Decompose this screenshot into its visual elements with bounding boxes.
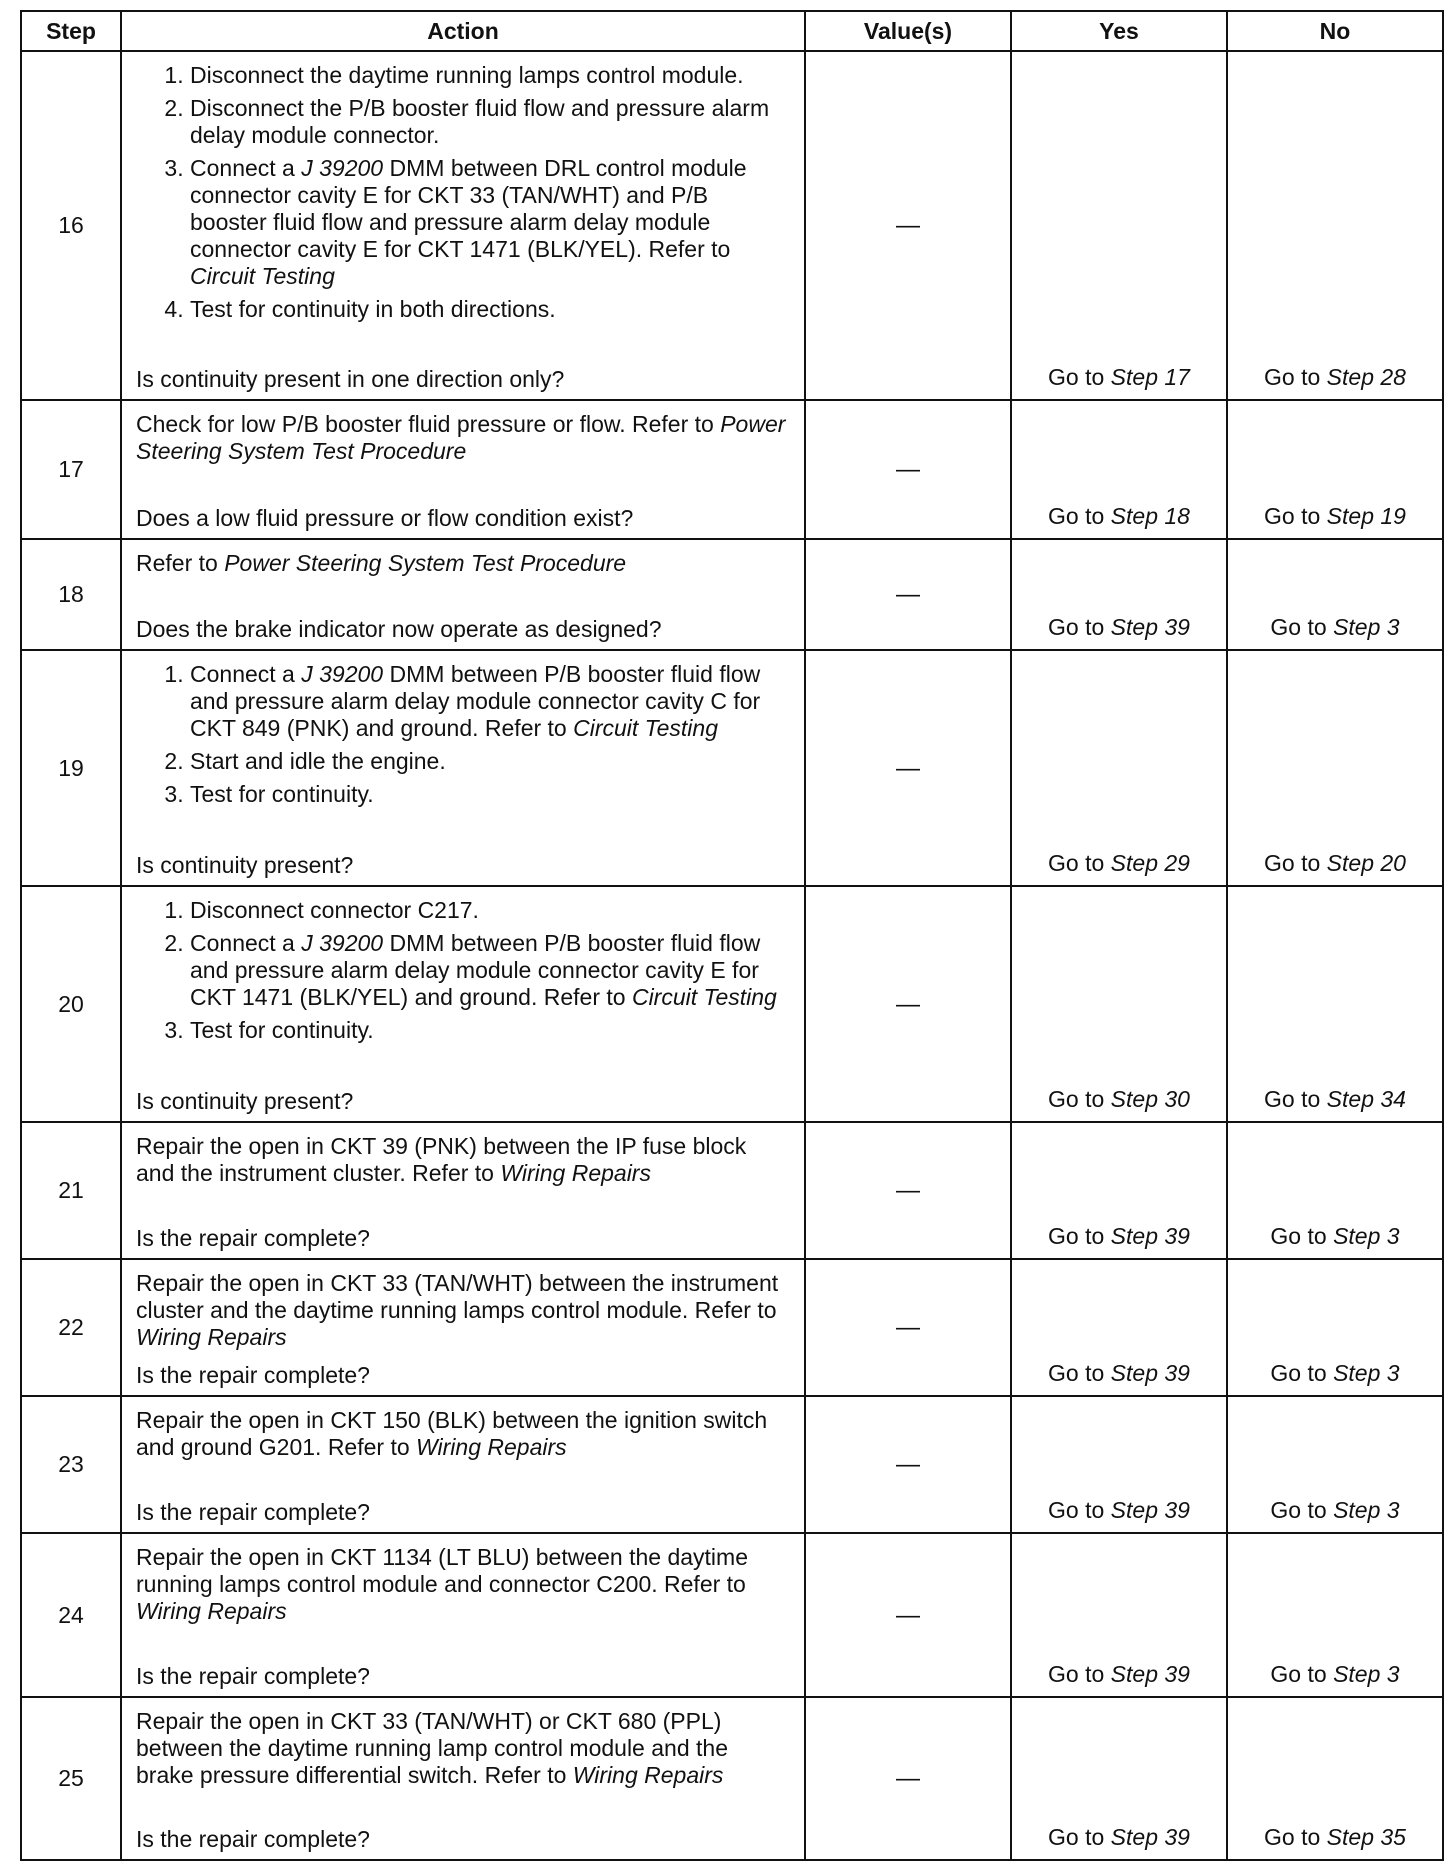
step-number: 24 — [21, 1533, 121, 1697]
header-values: Value(s) — [805, 11, 1011, 51]
instruction-list — [136, 661, 790, 808]
header-step: Step — [21, 11, 121, 51]
yes-step-link[interactable]: Step 39 — [1110, 1223, 1190, 1249]
action-instructions — [136, 1133, 790, 1187]
action-cell — [121, 539, 805, 650]
action-cell — [121, 650, 805, 886]
yes-cell — [1011, 1697, 1227, 1860]
action-cell — [121, 1697, 805, 1860]
step-number: 21 — [21, 1122, 121, 1259]
instruction-paragraph — [136, 1544, 790, 1625]
no-prefix: Go to — [1264, 503, 1327, 529]
action-cell — [121, 51, 805, 400]
yes-step-link[interactable]: Step 39 — [1110, 614, 1190, 640]
yes-prefix: Go to — [1048, 1661, 1111, 1687]
yes-prefix: Go to — [1048, 850, 1111, 876]
question-text: Is continuity present in one direction only? — [136, 366, 565, 392]
body-text: Refer to — [136, 550, 225, 576]
no-prefix: Go to — [1270, 1661, 1334, 1687]
action-content — [136, 661, 790, 879]
action-cell — [121, 1533, 805, 1697]
no-cell — [1227, 886, 1443, 1122]
yes-cell — [1011, 650, 1227, 886]
instruction-item — [190, 930, 790, 1011]
yes-step-link[interactable]: Step 17 — [1110, 364, 1190, 390]
value-cell: — — [805, 886, 1011, 1122]
step-number: 18 — [21, 539, 121, 650]
table-row — [21, 1259, 1443, 1396]
question-text: Is the repair complete? — [136, 1225, 370, 1251]
yes-step-link[interactable]: Step 39 — [1110, 1497, 1190, 1523]
no-prefix: Go to — [1270, 614, 1334, 640]
body-text: Disconnect the daytime running lamps control module. — [190, 62, 744, 88]
action-content — [136, 897, 790, 1115]
reference-text: Wiring Repairs — [416, 1434, 567, 1460]
body-text: Repair the open in CKT 150 (BLK) between the ignition switch and ground G201. Refer to — [136, 1407, 768, 1460]
body-text: Start and idle the engine. — [190, 748, 446, 774]
instruction-item — [190, 748, 790, 775]
header-yes: Yes — [1011, 11, 1227, 51]
value-cell: — — [805, 1396, 1011, 1533]
header-no: No — [1227, 11, 1443, 51]
no-step-link[interactable]: Step 28 — [1326, 364, 1406, 390]
no-cell — [1227, 1533, 1443, 1697]
table-row — [21, 51, 1443, 400]
yes-cell — [1011, 1396, 1227, 1533]
instruction-list — [136, 897, 790, 1044]
no-step-link[interactable]: Step 3 — [1333, 614, 1400, 640]
instruction-item — [190, 95, 790, 149]
step-number: 17 — [21, 400, 121, 539]
body-text: Repair the open in CKT 33 (TAN/WHT) or CKT 680 (PPL) between the daytime running lamp control module and the brake pressure differential switch. Refer to — [136, 1708, 728, 1788]
yes-cell — [1011, 51, 1227, 400]
no-cell — [1227, 1259, 1443, 1396]
action-instructions — [136, 411, 790, 465]
yes-step-link[interactable]: Step 39 — [1110, 1824, 1190, 1850]
reference-text: Wiring Repairs — [136, 1598, 287, 1624]
action-cell — [121, 1396, 805, 1533]
reference-text: J 39200 — [301, 155, 384, 181]
yes-prefix: Go to — [1048, 1824, 1111, 1850]
body-text: Repair the open in CKT 33 (TAN/WHT) between the instrument cluster and the daytime running lamps control module. Refer to — [136, 1270, 779, 1323]
action-instructions — [136, 1708, 790, 1789]
step-number: 22 — [21, 1259, 121, 1396]
action-cell — [121, 886, 805, 1122]
question-text: Is continuity present? — [136, 852, 354, 878]
no-prefix: Go to — [1270, 1360, 1334, 1386]
action-instructions — [136, 550, 790, 577]
instruction-item — [190, 1017, 790, 1044]
reference-text: Wiring Repairs — [500, 1160, 651, 1186]
header-action: Action — [121, 11, 805, 51]
no-step-link[interactable]: Step 20 — [1326, 850, 1406, 876]
instruction-paragraph — [136, 1407, 790, 1461]
table-row — [21, 886, 1443, 1122]
reference-text: Circuit Testing — [190, 263, 335, 289]
step-number: 19 — [21, 650, 121, 886]
step-number: 20 — [21, 886, 121, 1122]
body-text: Test for continuity. — [190, 781, 374, 807]
body-text: Connect a — [190, 155, 302, 181]
no-cell — [1227, 1122, 1443, 1259]
question-text: Does the brake indicator now operate as designed? — [136, 616, 662, 642]
action-content — [136, 1270, 790, 1389]
value-cell: — — [805, 539, 1011, 650]
instruction-paragraph — [136, 1270, 790, 1351]
yes-prefix: Go to — [1048, 1497, 1111, 1523]
yes-cell — [1011, 886, 1227, 1122]
yes-cell — [1011, 400, 1227, 539]
action-content — [136, 1708, 790, 1853]
action-cell — [121, 1122, 805, 1259]
value-cell: — — [805, 400, 1011, 539]
value-cell: — — [805, 1259, 1011, 1396]
body-text: Connect a — [190, 930, 302, 956]
no-cell — [1227, 1396, 1443, 1533]
instruction-item — [190, 296, 790, 323]
action-instructions — [136, 1544, 790, 1625]
action-instructions — [136, 897, 790, 1050]
yes-cell — [1011, 1259, 1227, 1396]
diagnostic-table — [20, 10, 1444, 1861]
reference-text: Circuit Testing — [631, 984, 777, 1010]
instruction-item — [190, 897, 790, 924]
action-instructions — [136, 1407, 790, 1461]
value-cell: — — [805, 51, 1011, 400]
no-cell — [1227, 51, 1443, 400]
question-text: Is the repair complete? — [136, 1362, 370, 1388]
yes-step-link[interactable]: Step 18 — [1110, 503, 1190, 529]
no-prefix: Go to — [1264, 850, 1327, 876]
reference-text: Circuit Testing — [573, 715, 718, 741]
action-instructions — [136, 661, 790, 814]
instruction-paragraph — [136, 550, 790, 577]
value-cell: — — [805, 650, 1011, 886]
yes-prefix: Go to — [1048, 1223, 1111, 1249]
body-text: Repair the open in CKT 39 (PNK) between the IP fuse block and the instrument cluster. Refer to — [136, 1133, 747, 1186]
no-step-link[interactable]: Step 35 — [1326, 1824, 1406, 1850]
reference-text: Power Steering System Test Procedure — [136, 411, 786, 464]
yes-prefix: Go to — [1048, 614, 1111, 640]
yes-step-link[interactable]: Step 39 — [1110, 1360, 1190, 1386]
step-number: 25 — [21, 1697, 121, 1860]
table-row — [21, 650, 1443, 886]
no-prefix: Go to — [1264, 1824, 1327, 1850]
instruction-paragraph — [136, 411, 790, 465]
table-row — [21, 539, 1443, 650]
table-row — [21, 1697, 1443, 1860]
no-cell — [1227, 400, 1443, 539]
action-content — [136, 1544, 790, 1690]
reference-text: J 39200 — [301, 930, 384, 956]
no-cell — [1227, 539, 1443, 650]
body-text: DMM between P/B booster fluid flow and pressure alarm delay module connector cavity C for CKT 849 (PNK) and ground. Refer to — [190, 661, 761, 741]
action-content — [136, 411, 790, 532]
instruction-paragraph — [136, 1708, 790, 1789]
table-row — [21, 400, 1443, 539]
no-cell — [1227, 650, 1443, 886]
yes-cell — [1011, 1533, 1227, 1697]
table-row — [21, 1533, 1443, 1697]
yes-prefix: Go to — [1048, 364, 1111, 390]
instruction-item — [190, 781, 790, 808]
table-row — [21, 1122, 1443, 1259]
reference-text: Power Steering System Test Procedure — [224, 550, 627, 576]
instruction-item — [190, 62, 790, 89]
no-step-link[interactable]: Step 3 — [1333, 1661, 1400, 1687]
yes-step-link[interactable]: Step 29 — [1110, 850, 1190, 876]
action-cell — [121, 1259, 805, 1396]
body-text: Disconnect the P/B booster fluid flow and pressure alarm delay module connector. — [190, 95, 770, 148]
question-text: Does a low fluid pressure or flow condition exist? — [136, 505, 634, 531]
yes-prefix: Go to — [1048, 1086, 1111, 1112]
question-text: Is the repair complete? — [136, 1826, 370, 1852]
reference-text: Wiring Repairs — [136, 1324, 287, 1350]
instruction-list — [136, 62, 790, 323]
no-step-link[interactable]: Step 19 — [1326, 503, 1406, 529]
instruction-paragraph — [136, 1133, 790, 1187]
instruction-item — [190, 661, 790, 742]
body-text: Test for continuity in both directions. — [190, 296, 556, 322]
step-number: 23 — [21, 1396, 121, 1533]
body-text: Repair the open in CKT 1134 (LT BLU) between the daytime running lamps control module and connector C200. Refer to — [136, 1544, 748, 1597]
reference-text: J 39200 — [301, 661, 384, 687]
no-step-link[interactable]: Step 34 — [1326, 1086, 1406, 1112]
yes-prefix: Go to — [1048, 503, 1111, 529]
question-text: Is continuity present? — [136, 1088, 354, 1114]
action-content — [136, 1133, 790, 1252]
table-body — [21, 51, 1443, 1860]
instruction-item — [190, 155, 790, 290]
yes-step-link[interactable]: Step 39 — [1110, 1661, 1190, 1687]
action-content — [136, 62, 790, 393]
action-instructions — [136, 62, 790, 329]
reference-text: Wiring Repairs — [572, 1762, 724, 1788]
body-text: Disconnect connector C217. — [190, 897, 479, 923]
no-prefix: Go to — [1264, 1086, 1327, 1112]
action-cell — [121, 400, 805, 539]
step-number: 16 — [21, 51, 121, 400]
no-prefix: Go to — [1270, 1223, 1334, 1249]
value-cell: — — [805, 1533, 1011, 1697]
body-text: Test for continuity. — [190, 1017, 374, 1043]
header-row — [21, 11, 1443, 51]
action-content — [136, 550, 790, 643]
no-prefix: Go to — [1264, 364, 1327, 390]
question-text: Is the repair complete? — [136, 1663, 370, 1689]
question-text: Is the repair complete? — [136, 1499, 370, 1525]
table-row — [21, 1396, 1443, 1533]
action-instructions — [136, 1270, 790, 1351]
body-text: DMM between DRL control module connector cavity E for CKT 33 (TAN/WHT) and P/B booster fluid flow and pressure alarm delay module connector cavity E for CKT 1471 (BLK/YEL). Refer to — [190, 155, 747, 262]
body-text: DMM between P/B booster fluid flow and pressure alarm delay module connector cavity E for CKT 1471 (BLK/YEL) and ground. Refer to — [190, 930, 761, 1010]
no-cell — [1227, 1697, 1443, 1860]
value-cell: — — [805, 1697, 1011, 1860]
body-text: Check for low P/B booster fluid pressure or flow. Refer to — [136, 411, 721, 437]
no-step-link[interactable]: Step 3 — [1333, 1360, 1400, 1386]
no-step-link[interactable]: Step 3 — [1333, 1497, 1400, 1523]
yes-cell — [1011, 1122, 1227, 1259]
no-step-link[interactable]: Step 3 — [1333, 1223, 1400, 1249]
no-prefix: Go to — [1270, 1497, 1334, 1523]
action-content — [136, 1407, 790, 1526]
yes-step-link[interactable]: Step 30 — [1110, 1086, 1190, 1112]
yes-cell — [1011, 539, 1227, 650]
body-text: Connect a — [190, 661, 302, 687]
value-cell: — — [805, 1122, 1011, 1259]
yes-prefix: Go to — [1048, 1360, 1111, 1386]
